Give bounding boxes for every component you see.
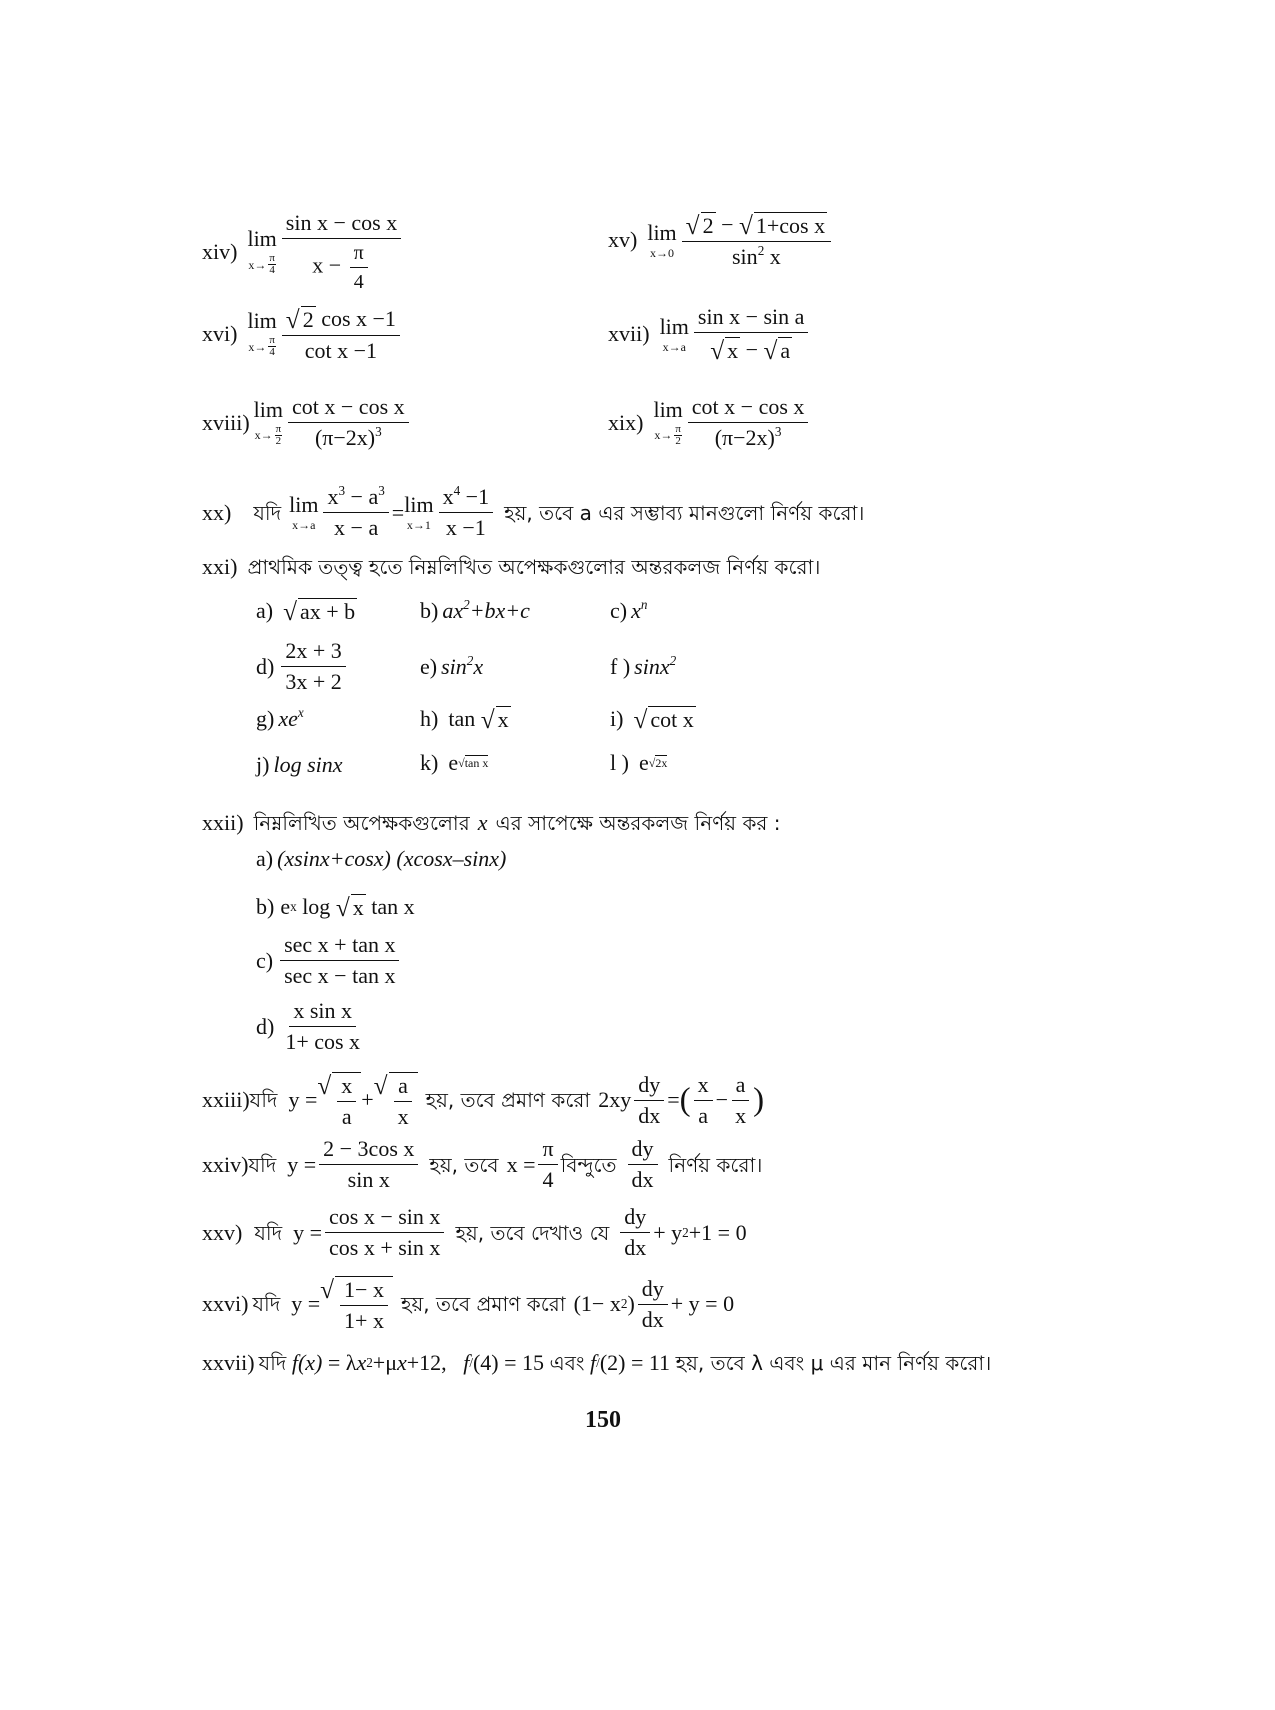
- xxi-instruction: প্রাথমিক তত্ত্ব হতে নিম্নলিখিত অপেক্ষকগুলোর অন্তরকলজ নির্ণয় করো।: [247, 555, 821, 579]
- page-number: 150: [585, 1407, 621, 1433]
- limit-expression: lim x→ π 4 √ 2 cos x −1 cot x −1: [247, 306, 402, 362]
- problem-xvi: [202, 306, 403, 362]
- xxi-part-g: g) $xe^x$: [256, 704, 304, 731]
- xxi-part-e: e) $\sin^2x$: [420, 652, 484, 679]
- problem-xxiv: xxiv) যদি y = $\frac{\text{2 − 3cos x}}{\text{sin x}}$ হয়, তবে x = $\frac{\pi}{4}$ বিন্দুতে $\frac{dy}{dx}$ নির্ণয় করো।: [202, 1136, 763, 1192]
- limit-expression: lim x→ π 4 sin x − cos x x − $\frac{\pi}{4}$: [247, 212, 404, 292]
- item-number: xvi): [202, 321, 238, 347]
- problem-xix: [608, 396, 811, 449]
- limit-expression: lim x→ π 2 $\frac{\text{cot x − cos x}}{(\pi-2x)^3}$: [254, 396, 412, 449]
- problem-xvii: [608, 304, 811, 365]
- limit-expression: lim x→a sin x − sin a √ x − √ a: [660, 306, 812, 362]
- item-number: xviii): [202, 409, 250, 435]
- item-number: xx): [202, 499, 232, 525]
- xxii-part-b: b) e x log √ x tan x: [256, 893, 415, 922]
- problem-xxii: xxii) নিম্নলিখিত অপেক্ষকগুলোর x এর সাপেক্ষে অন্তরকলজ নির্ণয় কর :: [202, 810, 781, 835]
- limit-equation: lim x→a $\frac{x^3 - a^3}{x - a}$ = lim x→1 $\frac{x^4 -1}{x -1}$: [289, 486, 496, 539]
- xxii-part-d: d) $\frac{\text{x sin x}}{\text{1+ cos x}}$: [256, 998, 361, 1054]
- limit-expression: lim x→0 √ 2 − √ 1+cos x $\sin^2 x$: [647, 212, 834, 268]
- item-number: xxi): [202, 554, 238, 579]
- problem-xxiii: xxiii) যদি y = √ $\frac{x}{a}$ + √ $\frac{a}{x}$ হয়, তবে প্রমাণ করো 2xy $\frac{dy}{dx}$ = ( $\frac{x}{a}$ − $\frac{a}{x}$ ): [202, 1071, 765, 1129]
- xxi-part-j: j) log sinx: [256, 752, 343, 777]
- xx-instruction: হয়, তবে a এর সম্ভাব্য মানগুলো নির্ণয় করো।: [504, 500, 865, 525]
- item-number: xxv): [202, 1219, 243, 1245]
- item-number: xxiii): [202, 1087, 250, 1112]
- item-number: xxii): [202, 810, 244, 835]
- problem-xxv: xxv) যদি y = $\frac{\text{cos x − sin x}}{\text{cos x + sin x}}$ হয়, তবে দেখাও যে $\frac{dy}{dx}$ + y 2 +1 = 0: [202, 1204, 747, 1260]
- xxi-part-c: c) $x^n$: [610, 596, 648, 623]
- jodi-text: যদি: [253, 500, 282, 525]
- xxi-part-l: l ) e √2x: [610, 750, 668, 775]
- problem-xiv: [202, 212, 404, 292]
- xxii-part-a: a) (xsinx+cosx) (xcosx–sinx): [256, 846, 507, 871]
- xxi-part-f: f ) sinx$^2$: [610, 652, 677, 679]
- xxi-part-i: i) √ cot x: [610, 705, 694, 734]
- problem-xv: [608, 212, 834, 268]
- problem-xxi: [202, 556, 820, 578]
- xxi-part-b: b) $ax^2+bx+c$: [420, 596, 530, 623]
- xxi-part-k: k) e √tan x: [420, 750, 489, 775]
- item-number: xxvi): [202, 1291, 249, 1316]
- problem-xxvi: xxvi) যদি y = √ $\frac{1- x}{1+ x}$ হয়, তবে প্রমাণ করো (1− x 2 ) $\frac{dy}{dx}$ + y = 0: [202, 1275, 735, 1333]
- item-number: xv): [608, 227, 638, 253]
- problem-xx: [202, 482, 865, 540]
- item-number: xix): [608, 409, 644, 435]
- xxi-part-a: a) √ ax + b: [256, 597, 356, 626]
- xxii-part-c: c) $\frac{\text{sec x + tan x}}{\text{sec x − tan x}}$: [256, 934, 402, 987]
- item-number: xvii): [608, 321, 650, 347]
- problem-xviii: [202, 396, 412, 449]
- xxi-part-d: d) $\frac{2x + 3}{3x + 2}$: [256, 640, 349, 693]
- xxi-part-h: h) tan √ x: [420, 705, 509, 734]
- item-number: xxvii): [202, 1350, 255, 1375]
- problem-xxvii: xxvii) যদি f(x) = λ x 2 +μ x +12, f / (4) = 15 এবং f / (2) = 11 হয়, তবে λ এবং μ এর মান নির্ণয় করো।: [202, 1350, 992, 1375]
- limit-expression: lim x→ π 2 $\frac{\text{cot x − cos x}}{(\pi-2x)^3}$: [653, 396, 811, 449]
- item-number: xxiv): [202, 1151, 249, 1177]
- item-number: xiv): [202, 239, 238, 264]
